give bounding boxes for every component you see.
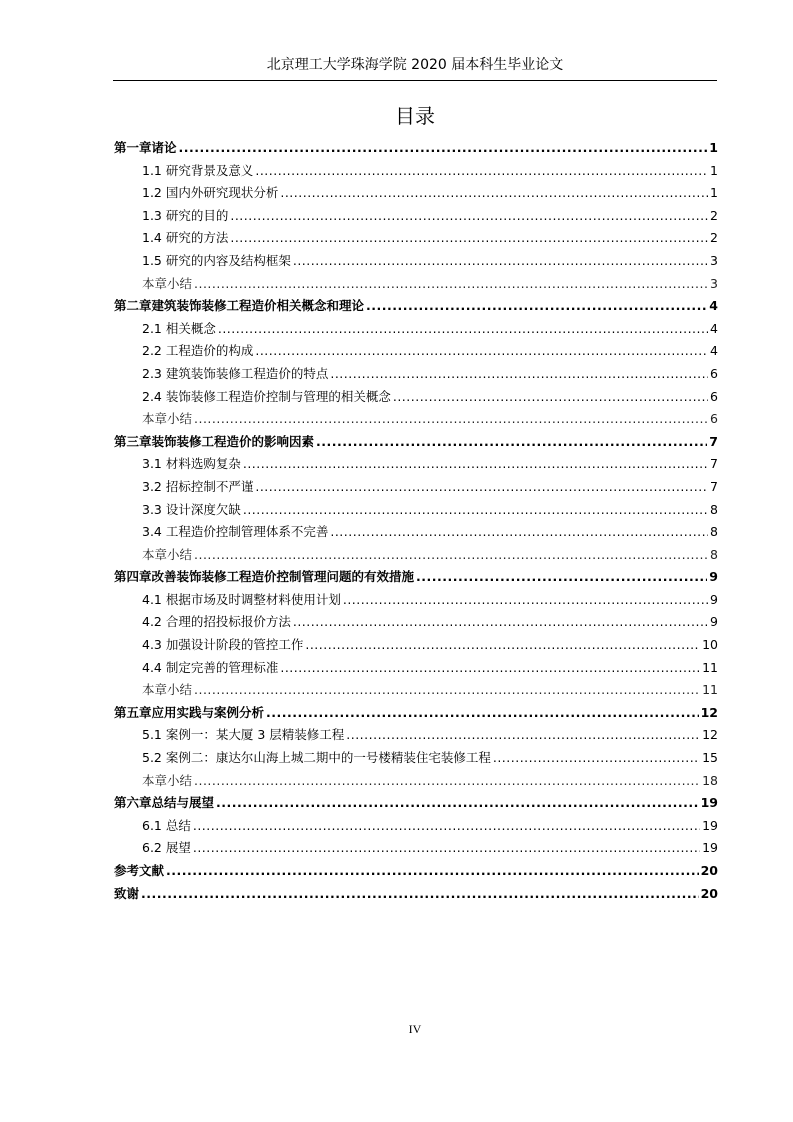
page-number: IV [408, 1022, 422, 1036]
toc-entry-page: 12 [702, 727, 718, 743]
dot-leader [179, 137, 708, 160]
toc-entry-title: 3.2 招标控制不严谨 [142, 478, 254, 494]
toc-entry-page: 1 [709, 140, 718, 155]
toc-entry-title: 3.1 材料选购复杂 [142, 456, 241, 472]
toc-entry-title: 4.1 根据市场及时调整材料使用计划 [142, 591, 341, 607]
dot-leader [194, 273, 708, 296]
toc-entry-title: 第四章改善装饰装修工程造价控制管理问题的有效措施 [114, 569, 415, 585]
toc-entry-page: 11 [702, 682, 718, 698]
toc-entry-section[interactable] [114, 227, 718, 250]
toc-entry-page: 11 [702, 659, 718, 675]
toc-entry-page: 9 [709, 569, 718, 585]
dot-leader [193, 837, 700, 860]
toc-entry-page: 19 [702, 817, 718, 833]
toc-entry-chapter[interactable] [114, 702, 718, 725]
toc-entry-section[interactable] [114, 499, 718, 522]
toc-entry-section[interactable] [114, 250, 718, 273]
toc-entry-summary[interactable] [114, 770, 718, 793]
dot-leader [243, 453, 708, 476]
toc-entry-title: 3.3 设计深度欠缺 [142, 501, 241, 517]
dot-leader [305, 634, 700, 657]
toc-entry-title: 4.4 制定完善的管理标准 [142, 659, 279, 675]
toc-entry-section[interactable] [114, 476, 718, 499]
dot-leader [493, 747, 700, 770]
toc-entry-page: 19 [700, 795, 718, 811]
toc-entry-title: 致谢 [114, 885, 140, 901]
toc-entry-chapter[interactable] [114, 860, 718, 883]
toc-entry-section[interactable] [114, 205, 718, 228]
toc-entry-title: 第二章建筑装饰装修工程造价相关概念和理论 [114, 298, 365, 314]
toc-entry-section[interactable] [114, 634, 718, 657]
toc-entry-title: 第三章装饰装修工程造价的影响因素 [114, 433, 315, 449]
dot-leader [416, 566, 707, 589]
toc-entry-section[interactable] [114, 724, 718, 747]
toc-entry-section[interactable] [114, 815, 718, 838]
dot-leader [346, 724, 700, 747]
toc-entry-title: 参考文献 [114, 863, 165, 878]
toc-entry-page: 20 [700, 863, 718, 878]
dot-leader [194, 679, 700, 702]
toc-entry-title: 2.1 相关概念 [142, 320, 216, 336]
toc-entry-page: 8 [710, 501, 718, 517]
dot-leader [216, 792, 699, 815]
toc-entry-summary[interactable] [114, 408, 718, 431]
running-header: 北京理工大学珠海学院 2020 届本科生毕业论文 [266, 57, 564, 73]
toc-entry-page: 20 [700, 885, 718, 901]
toc-entry-chapter[interactable] [114, 883, 718, 906]
dot-leader [330, 521, 708, 544]
toc-entry-title: 本章小结 [142, 546, 193, 562]
toc-entry-page: 3 [710, 275, 718, 291]
toc-entry-page: 8 [710, 546, 718, 562]
toc-entry-title: 1.5 研究的内容及结构框架 [142, 252, 291, 268]
toc-entry-title: 第一章诸论 [114, 140, 177, 155]
toc-entry-section[interactable] [114, 160, 718, 183]
toc-entry-section[interactable] [114, 340, 718, 363]
toc-entry-title: 2.3 建筑装饰装修工程造价的特点 [142, 365, 329, 381]
toc-entry-summary[interactable] [114, 273, 718, 296]
toc-entry-page: 6 [710, 365, 718, 381]
toc-entry-section[interactable] [114, 521, 718, 544]
dot-leader [255, 340, 708, 363]
dot-leader [194, 544, 708, 567]
toc-entry-title: 本章小结 [142, 682, 193, 698]
toc-entry-title: 2.2 工程造价的构成 [142, 343, 254, 359]
toc-entry-page: 3 [710, 252, 718, 268]
toc-entry-chapter[interactable] [114, 137, 718, 160]
toc-entry-title: 本章小结 [142, 411, 193, 427]
dot-leader [330, 363, 708, 386]
dot-leader [266, 702, 699, 725]
toc-entry-section[interactable] [114, 363, 718, 386]
header-divider [113, 80, 717, 81]
dot-leader [255, 476, 708, 499]
toc-entry-page: 8 [710, 524, 718, 540]
table-of-contents [114, 137, 718, 905]
toc-entry-section[interactable] [114, 589, 718, 612]
toc-entry-summary[interactable] [114, 679, 718, 702]
dot-leader [293, 611, 708, 634]
toc-entry-page: 19 [702, 840, 718, 856]
toc-entry-title: 3.4 工程造价控制管理体系不完善 [142, 524, 329, 540]
toc-entry-title: 1.3 研究的目的 [142, 207, 229, 223]
toc-entry-summary[interactable] [114, 544, 718, 567]
toc-entry-page: 15 [702, 750, 718, 766]
toc-entry-title: 4.3 加强设计阶段的管控工作 [142, 637, 304, 653]
toc-entry-page: 6 [710, 388, 718, 404]
toc-entry-title: 5.1 案例一：某大厦 3 层精装修工程 [142, 727, 345, 743]
toc-entry-chapter[interactable] [114, 792, 718, 815]
toc-entry-section[interactable] [114, 318, 718, 341]
dot-leader [141, 883, 699, 906]
dot-leader [218, 318, 708, 341]
dot-leader [280, 182, 708, 205]
toc-entry-title: 第五章应用实践与案例分析 [114, 704, 265, 720]
toc-entry-page: 18 [702, 772, 718, 788]
dot-leader [194, 408, 708, 431]
toc-entry-page: 1 [710, 162, 718, 178]
toc-entry-section[interactable] [114, 657, 718, 680]
toc-entry-section[interactable] [114, 611, 718, 634]
toc-entry-page: 12 [700, 704, 718, 720]
dot-leader [293, 250, 708, 273]
toc-entry-page: 2 [710, 230, 718, 246]
toc-entry-title: 本章小结 [142, 772, 193, 788]
dot-leader [316, 431, 707, 454]
toc-entry-chapter[interactable] [114, 295, 718, 318]
dot-leader [280, 657, 700, 680]
dot-leader [230, 205, 708, 228]
toc-entry-page: 9 [710, 591, 718, 607]
toc-entry-title: 6.2 展望 [142, 840, 191, 856]
dot-leader [243, 499, 708, 522]
toc-entry-page: 4 [710, 343, 718, 359]
dot-leader [193, 815, 700, 838]
dot-leader [255, 160, 708, 183]
dot-leader [343, 589, 708, 612]
toc-entry-title: 1.4 研究的方法 [142, 230, 229, 246]
toc-entry-page: 4 [709, 298, 718, 314]
toc-entry-title: 第六章总结与展望 [114, 795, 215, 811]
toc-entry-section[interactable] [114, 386, 718, 409]
toc-title: 目录 [395, 104, 435, 128]
toc-entry-title: 2.4 装饰装修工程造价控制与管理的相关概念 [142, 388, 391, 404]
toc-entry-section[interactable] [114, 453, 718, 476]
toc-entry-page: 9 [710, 614, 718, 630]
toc-entry-page: 1 [710, 185, 718, 201]
toc-entry-title: 6.1 总结 [142, 817, 191, 833]
toc-entry-page: 7 [710, 456, 718, 472]
toc-entry-section[interactable] [114, 182, 718, 205]
toc-entry-chapter[interactable] [114, 566, 718, 589]
dot-leader [393, 386, 708, 409]
toc-entry-page: 7 [709, 433, 718, 449]
toc-entry-chapter[interactable] [114, 431, 718, 454]
toc-entry-section[interactable] [114, 747, 718, 770]
dot-leader [230, 227, 708, 250]
toc-entry-title: 1.1 研究背景及意义 [142, 162, 254, 178]
dot-leader [194, 770, 700, 793]
toc-entry-page: 7 [710, 478, 718, 494]
dot-leader [366, 295, 707, 318]
toc-entry-section[interactable] [114, 837, 718, 860]
dot-leader [166, 860, 699, 883]
toc-entry-page: 4 [710, 320, 718, 336]
toc-entry-title: 4.2 合理的招投标报价方法 [142, 614, 291, 630]
toc-entry-title: 1.2 国内外研究现状分析 [142, 185, 279, 201]
toc-entry-page: 10 [702, 637, 718, 653]
toc-entry-title: 5.2 案例二：康达尔山海上城二期中的一号楼精装住宅装修工程 [142, 750, 491, 766]
toc-entry-page: 2 [710, 207, 718, 223]
toc-entry-title: 本章小结 [142, 275, 193, 291]
toc-entry-page: 6 [710, 411, 718, 427]
